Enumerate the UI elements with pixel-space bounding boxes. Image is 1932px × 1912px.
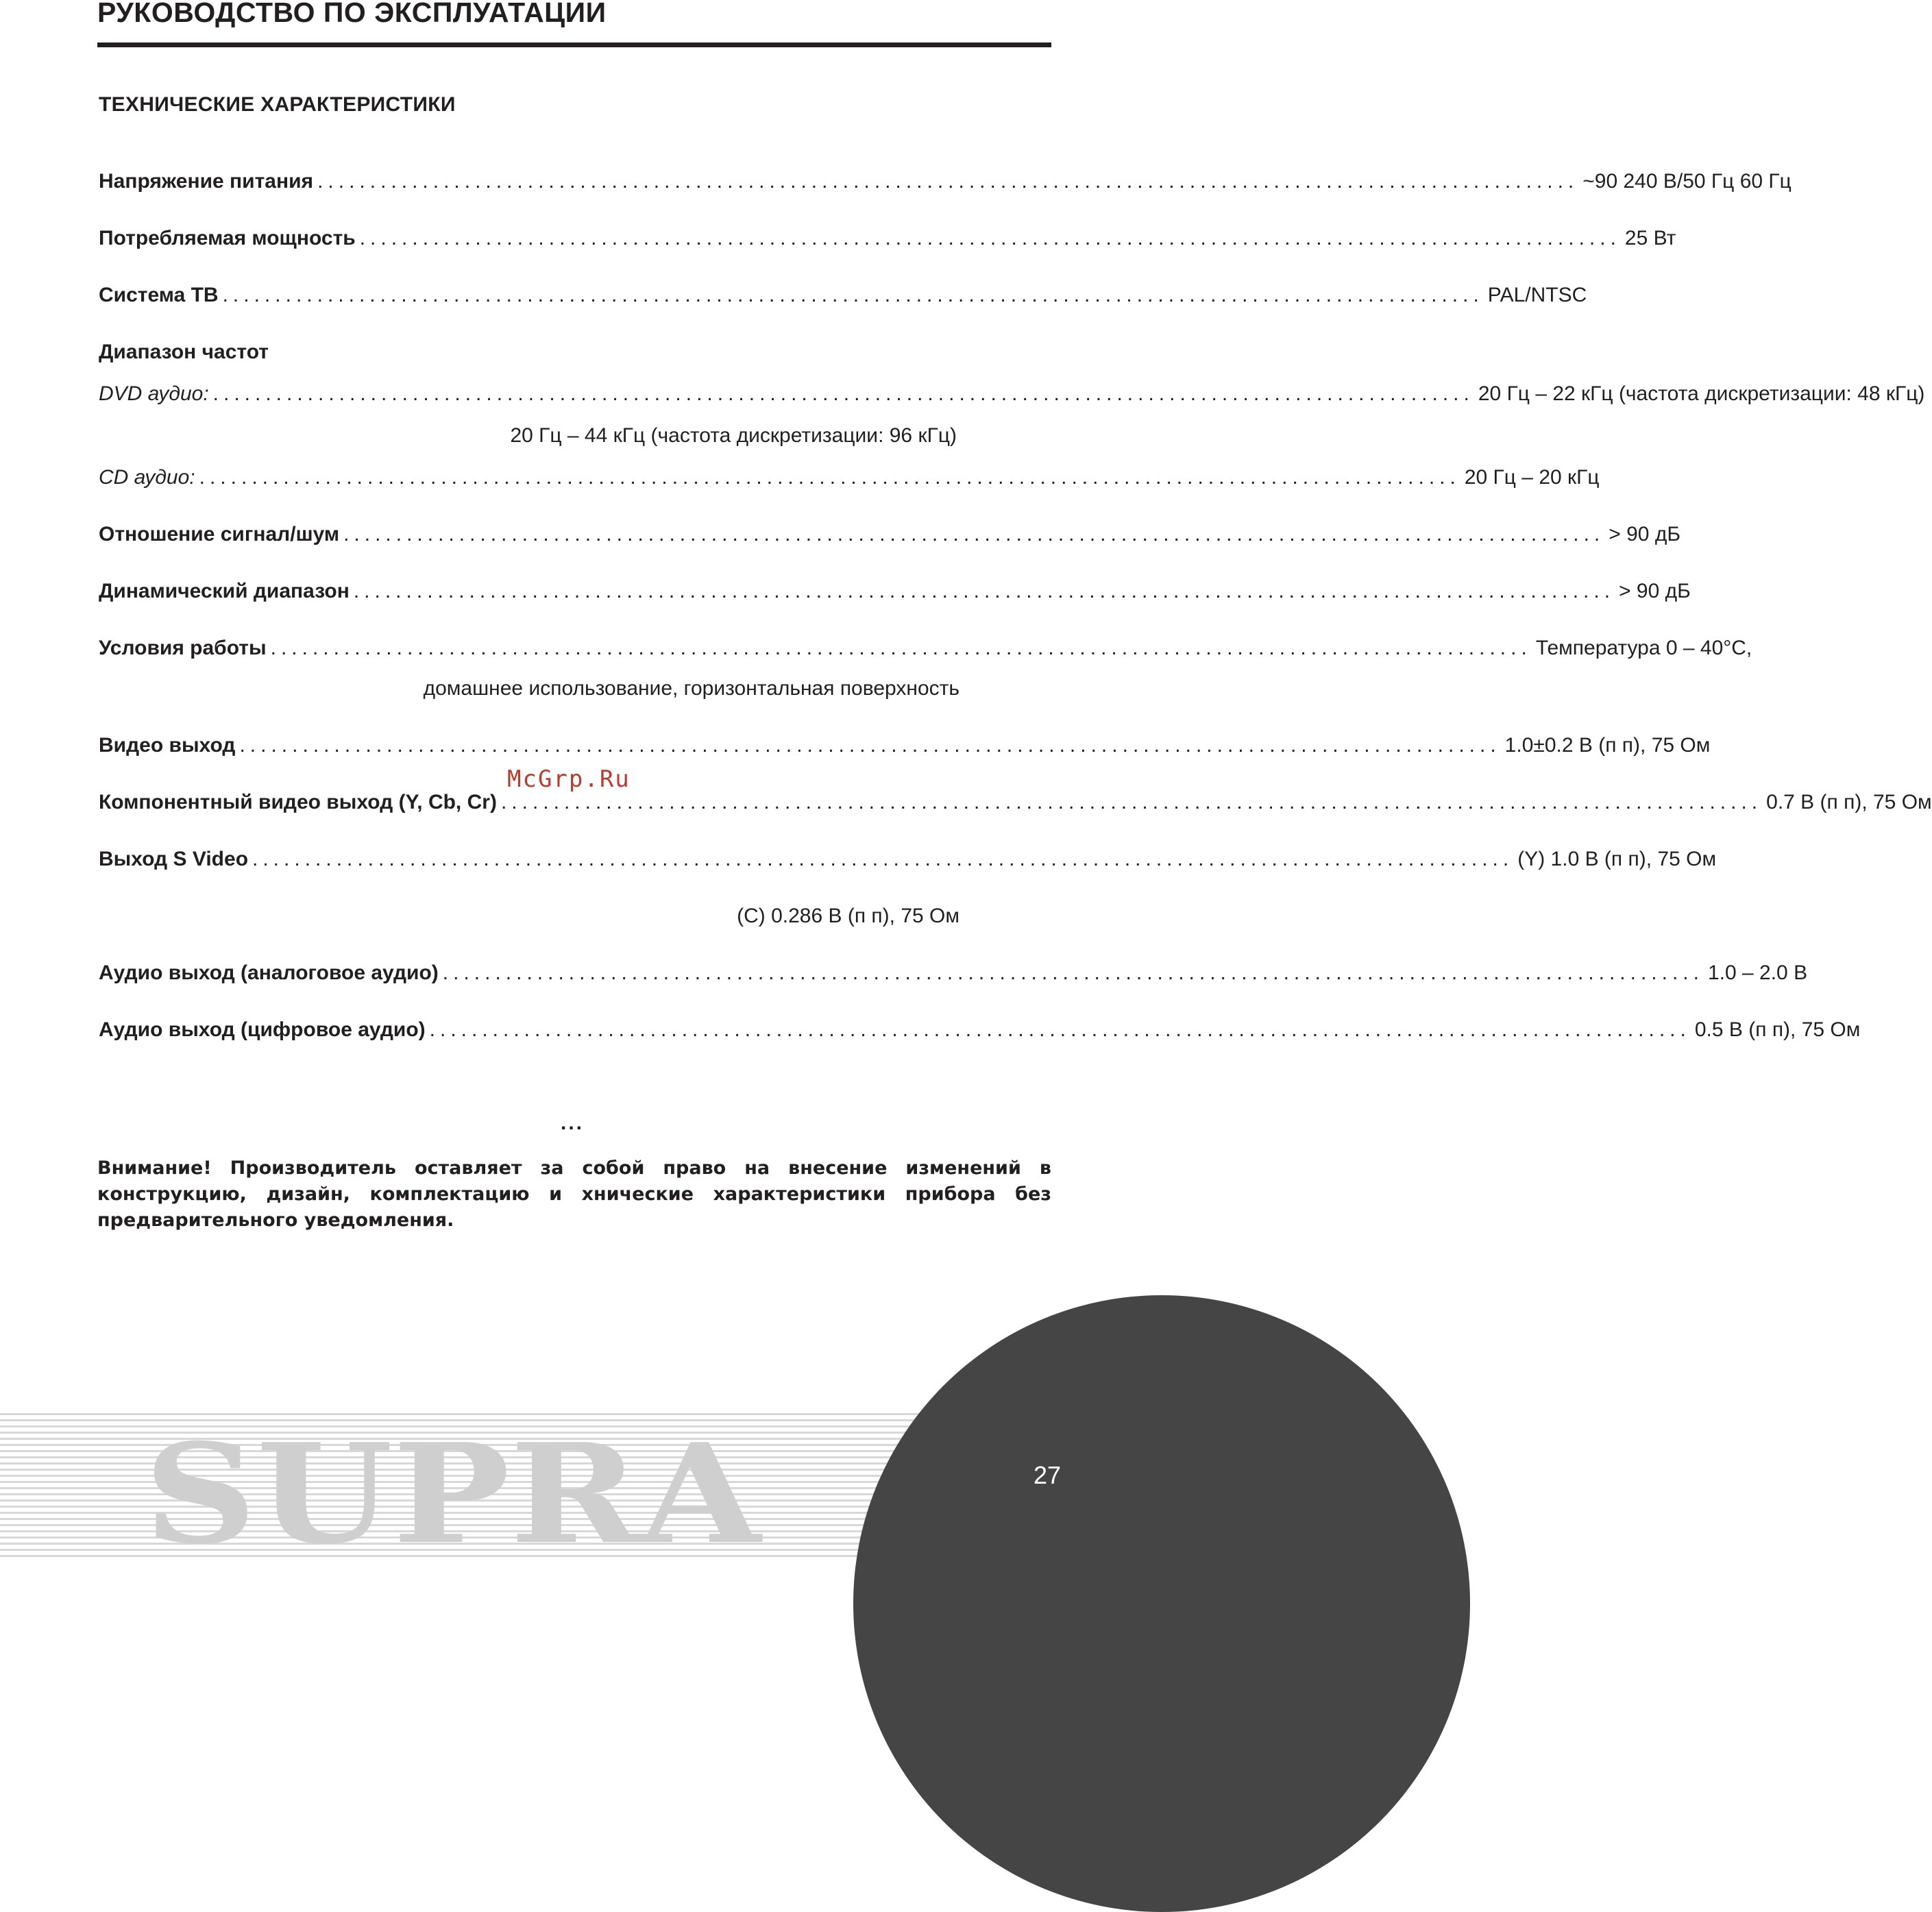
dot-leader: ........................................................................................................................: [252, 848, 1514, 870]
spec-row-svideo-out: [99, 846, 1717, 873]
spec-label: DVD аудио:: [99, 382, 209, 405]
dot-leader: ........................................................................................................................: [353, 580, 1615, 602]
dot-leader: ........................................................................................................................: [222, 284, 1484, 306]
spec-value-continuation: 20 Гц – 44 кГц (частота дискретизации: 96 кГц): [510, 424, 957, 447]
spec-row-cd-audio: [99, 464, 1600, 491]
spec-label: Компонентный видео выход (Y, Cb, Cr): [99, 791, 497, 813]
spec-row-tv-system: [99, 282, 1587, 309]
spec-label: CD аудио:: [99, 466, 195, 489]
spec-value: > 90 дБ: [1619, 580, 1691, 602]
spec-label: Аудио выход (аналоговое аудио): [99, 961, 439, 984]
dot-leader: ........................................................................................................................: [317, 170, 1579, 193]
page-header: [97, 0, 1051, 41]
watermark-text: McGrp.Ru: [507, 765, 631, 793]
spec-label: Динамический диапазон: [99, 580, 350, 602]
dot-leader: ........................................................................................................................: [343, 523, 1605, 546]
spec-row-power-consumption: [99, 225, 1676, 252]
spec-row-dvd-audio: [99, 380, 1925, 408]
section-title: ТЕХНИЧЕСКИЕ ХАРАКТЕРИСТИКИ: [99, 93, 456, 116]
dot-leader: ........................................................................................................................: [239, 734, 1501, 757]
spec-label: Видео выход: [99, 734, 236, 757]
spec-value: PAL/NTSC: [1487, 284, 1587, 306]
dot-leader: ........................................................................................................................: [500, 791, 1763, 813]
spec-value: 0.7 В (п п), 75 Ом: [1766, 791, 1932, 813]
dot-leader: ........................................................................................................................: [359, 227, 1621, 249]
spec-row-analog-audio-out: [99, 959, 1808, 987]
svg-text:SUPRA: SUPRA: [144, 1414, 763, 1575]
spec-value-continuation: (С) 0.286 В (п п), 75 Ом: [737, 905, 959, 927]
spec-value: 25 Вт: [1624, 227, 1676, 249]
spec-label: Напряжение питания: [99, 170, 314, 193]
spec-row-dynamic-range: [99, 578, 1691, 605]
spec-label: Отношение сигнал/шум: [99, 523, 340, 546]
spec-value: > 90 дБ: [1609, 523, 1681, 546]
spec-row-component-out: [99, 789, 1932, 816]
spec-label: Потребляемая мощность: [99, 227, 356, 249]
dot-leader: ........................................................................................................................: [212, 382, 1474, 405]
dot-leader: ........................................................................................................................: [442, 961, 1704, 984]
ellipsis-separator: ...: [561, 1112, 585, 1134]
spec-value: 1.0±0.2 В (п п), 75 Ом: [1504, 734, 1711, 757]
spec-row-snr: [99, 521, 1681, 548]
dot-leader: ........................................................................................................................: [199, 466, 1460, 489]
spec-value: ~90 240 В/50 Гц 60 Гц: [1582, 170, 1792, 193]
supra-logo-icon: [144, 1414, 774, 1575]
spec-row-video-out: [99, 732, 1711, 759]
spec-value: 1.0 – 2.0 В: [1707, 961, 1808, 984]
spec-row-operating-conditions: [99, 635, 1752, 662]
spec-row-digital-audio-out: [99, 1016, 1861, 1044]
dot-leader: ........................................................................................................................: [429, 1018, 1691, 1041]
spec-label: Система ТВ: [99, 284, 219, 306]
spec-label: Выход S Video: [99, 848, 249, 870]
spec-value: 20 Гц – 20 кГц: [1464, 466, 1600, 489]
page-title: РУКОВОДСТВО ПО ЭКСПЛУАТАЦИИ: [97, 0, 607, 28]
spec-label: Аудио выход (цифровое аудио): [99, 1018, 426, 1041]
spec-label: Условия работы: [99, 637, 267, 659]
spec-value-continuation: домашнее использование, горизонтальная поверхность: [423, 677, 959, 700]
corner-page-badge: [853, 1295, 1470, 1912]
spec-value: Температура 0 – 40°С,: [1535, 637, 1752, 659]
spec-row-power-supply: [99, 168, 1792, 195]
page-number: 27: [1034, 1461, 1062, 1489]
spec-value: 0.5 В (п п), 75 Ом: [1694, 1018, 1861, 1041]
notice-text: Внимание! Производитель оставляет за собой право на внесение изменений в конструкцию, дизайн, комплектацию и хнические характеристики прибора без предварительного уведомления.: [97, 1157, 1051, 1231]
spec-value: 20 Гц – 22 кГц (частота дискретизации: 48 кГц): [1478, 382, 1925, 405]
header-rule: [97, 42, 1051, 47]
spec-heading-frequency-range: Диапазон частот: [99, 341, 269, 363]
spec-value: (Y) 1.0 В (п п), 75 Ом: [1517, 848, 1717, 870]
dot-leader: ........................................................................................................................: [270, 637, 1532, 659]
